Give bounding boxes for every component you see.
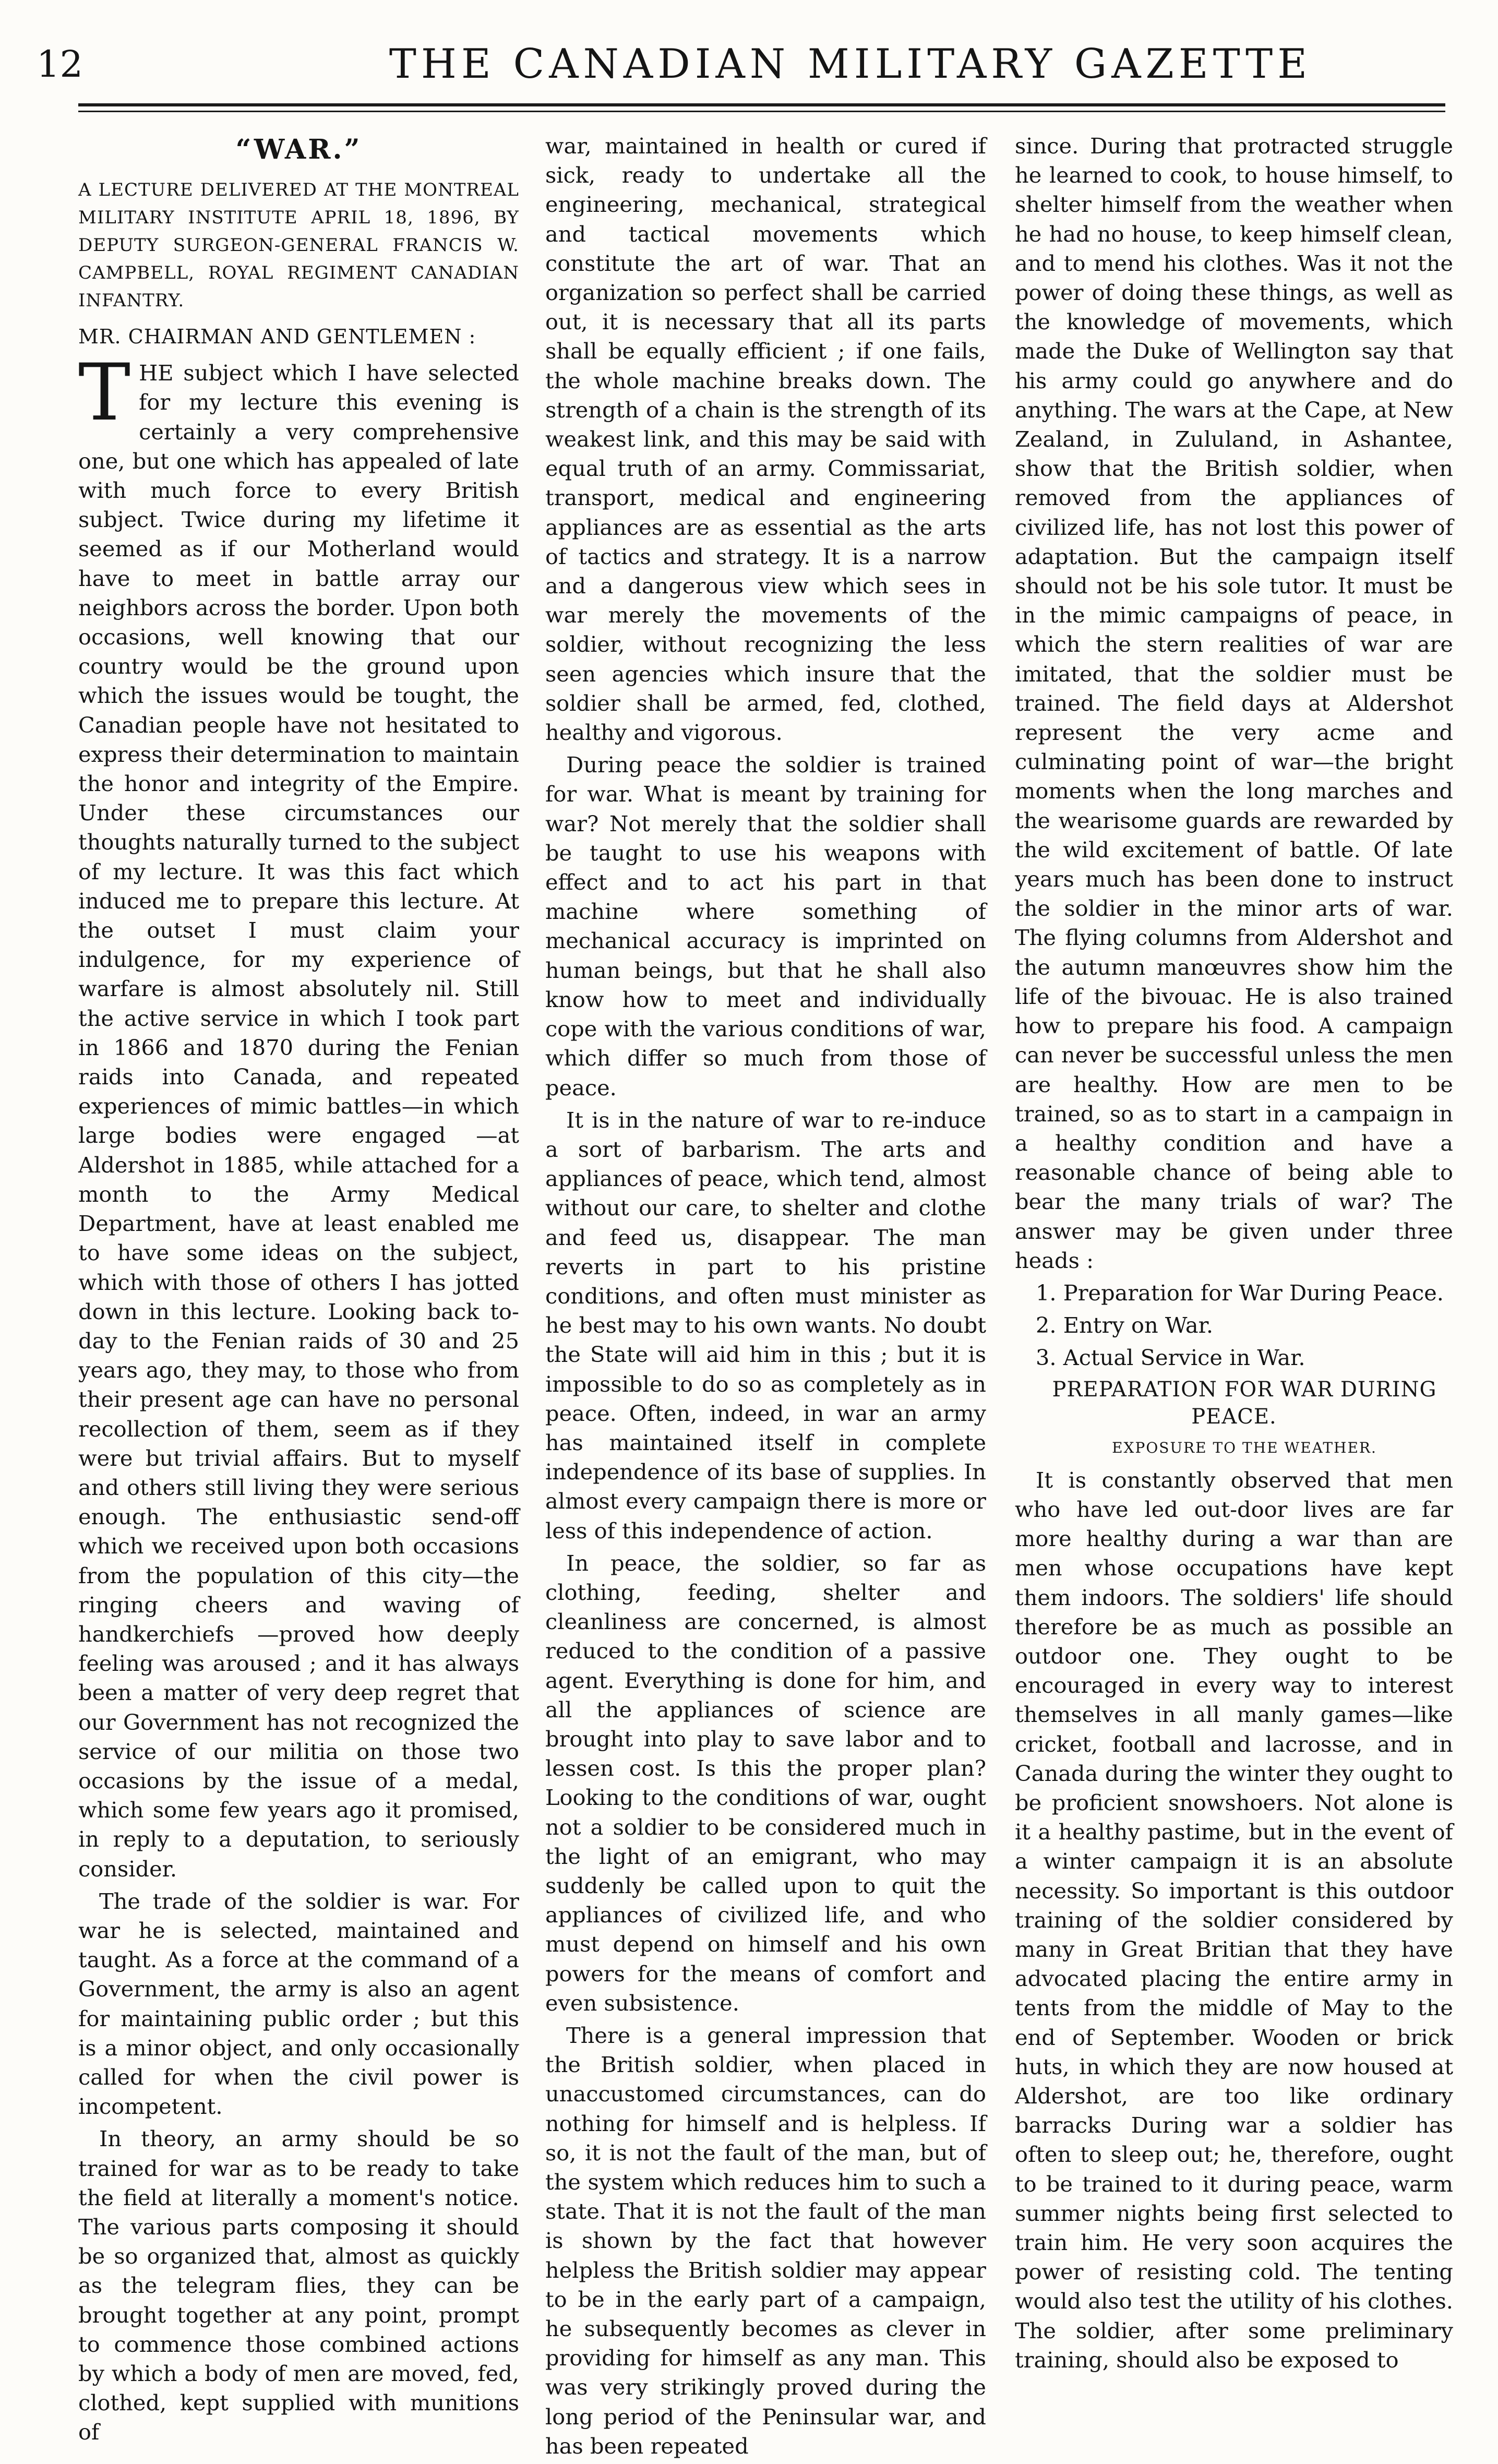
masthead [37,37,1466,104]
drop-cap: T [78,348,131,439]
column-3 [1015,131,1453,2378]
list-item: 1. Preparation for War During Peace. [1036,1279,1444,1306]
paragraph [78,348,519,1884]
paragraph: In theory, an army should be so trained for war as to be ready to take the field at literally a moment's notice. The various parts composing it should be so organized that, almost as quickly as the telegram flies, they can be brought together at any point, prompt to commence those combined actions by which a body of men are moved, fed, clothed, kept supplied with munitions of [78,2126,519,2445]
paragraph: war, maintained in health or cured if sick, ready to undertake all the engineering, mechanical, strategical and tactical movements which constitute the art of war. That an organization so perfect shall be carried out, it is necessary that all its parts shall be equally efficient ; if one fails, the whole machine breaks down. The strength of a chain is the strength of its weakest link, and this may be said with equal truth of an army. Commissariat, transport, medical and engineering appliances are as essential as the arts of tactics and strategy. It is a narrow and a dangerous view which sees in war merely the movements of the soldier, without recognizing the less seen agencies which insure that the soldier shall be armed, fed, clothed, healthy and vigorous. [545,133,986,746]
paragraph: since. During that protracted struggle he learned to cook, to house himself, to shelter himself from the weather when he had no house, to keep himself clean, and to mend his clothes. Was it not the power of doing these things, as well as the knowledge of movements, which made the Duke of Wellington say that his army could go anywhere and do anything. The wars at the Cape, at New Zealand, in Zululand, in Ashantee, show that the British soldier, when removed from the appliances of civilized life, has not lost this power of adaptation. But the campaign itself should not be his sole tutor. It must be in the mimic campaigns of peace, in which the stern realities of war are imitated, that the soldier must be trained. The field days at Aldershot represent the very acme and culminating point of war—the bright moments when the long marches and the wearisome guards are rewarded by the wild excitement of battle. Of late years much has been done to instruct the soldier in the minor arts of war. The flying columns from Aldershot and the autumn manœuvres show him the life of the bivouac. He is also trained how to prepare his food. A campaign can never be successful unless the men are healthy. How are men to be trained, so as to start in a campaign in a healthy condition and have a reasonable chance of being able to bear the many trials of war? The answer may be given under three heads : [1015,133,1453,1273]
paragraph: It is constantly observed that men who have led out-door lives are far more healthy during a war than are men whose occupations have kept them indoors. The soldiers' life should therefore be as much as possible an outdoor one. They ought to be encouraged in every way to interest themselves in all manly games—like cricket, football and lacrosse, and in Canada during the winter they ought to be proficient snowshoers. Not alone is it a healthy pastime, but in the event of a winter campaign it is an absolute necessity. So important is this outdoor training of the soldier considered by many in Great Britian that they have advocated placing the entire army in tents from the middle of May to the end of September. Wooden or brick huts, in which they are now housed at Aldershot, are too like ordinary barracks During war a soldier has often to sleep out; he, therefore, ought to be trained to it during peace, warm summer nights being first selected to train him. He very soon acquires the power of resisting cold. The tenting would also test the utility of his clothes. The soldier, after some preliminary training, should also be exposed to [1015,1467,1453,2373]
paragraph: It is in the nature of war to re-induce a sort of barbarism. The arts and appliances of peace, which tend, almost without our care, to shelter and clothe and feed us, disappear. The man reverts in part to his pristine conditions, and often must minister as he best may to his own wants. No doubt the State will aid him in this ; but it is impossible to do so as completely as in peace. Often, indeed, in war an army has maintained itself in complete independence of its base of supplies. In almost every campaign there is more or less of this independence of action. [545,1107,986,1544]
article-subtitle: A LECTURE DELIVERED AT THE MONTREAL MILITARY INSTITUTE APRIL 18, 1896, BY DEPUTY SURGEON-GENERAL FRANCIS W. CAMPBELL, ROYAL REGIMENT CANADIAN INFANTRY. [78,180,519,311]
salutation: MR. CHAIRMAN AND GENTLEMEN : [78,325,476,348]
paragraph: There is a general impression that the British soldier, when placed in unaccustomed circumstances, can do nothing for himself and is helpless. If so, it is not the fault of the man, but of the system which reduces him to such a state. That it is not the fault of the man is shown by the fact that however helpless the British soldier may appear to be in the early part of a campaign, he subsequently becomes as clever in providing for himself as any man. This was very strikingly proved during the long period of the Peninsular war, and has been repeated [545,2023,986,2459]
column-2 [545,131,986,2464]
column-1 [78,131,519,2450]
paragraph: The trade of the soldier is war. For war he is selected, maintained and taught. As a force at the command of a Government, the army is also an agent for maintaining public order ; but this is a minor object, and only occasionally called for when the civil power is incompetent. [78,1888,519,2120]
header-rule-thin [78,111,1445,112]
list-item: 2. Entry on War. [1036,1312,1214,1338]
paragraph: In peace, the soldier, so far as clothing, feeding, shelter and cleanliness are concerned, is almost reduced to the condition of a passive agent. Everything is done for him, and all the appliances of science are brought into play to save labor and to lessen cost. Is this the proper plan? Looking to the conditions of war, ought not a soldier to be considered much in the light of an emigrant, who may suddenly be called upon to quit the appliances of civilized life, and who must depend on himself and his own powers for the means of comfort and even subsistence. [545,1550,986,2016]
article-title: “WAR.” [235,134,362,165]
paragraph: During peace the soldier is trained for war. What is meant by training for war? Not merely that the soldier shall be taught to use his weapons with effect and to act his part in that machine where something of mechanical accuracy is imprinted on human beings, but that he shall also know how to meet and individually cope with the various conditions of war, which differ so much from those of peace. [545,752,986,1101]
subsection-heading: EXPOSURE TO THE WEATHER. [1112,1439,1377,1456]
page-number: 12 [37,43,83,86]
publication-title: THE CANADIAN MILITARY GAZETTE [389,41,1312,88]
list-item: 3. Actual Service in War. [1036,1345,1305,1371]
paragraph-text: HE subject which I have selected for my lecture this evening is certainly a very comprehensive one, but one which has appealed of late with much force to every British subject. Twice during my lifetime it seemed as if our Motherland would have to meet in battle array our neighbors across the border. Upon both occasions, well knowing that our country would be the ground upon which the issues would be tought, the Canadian people have not hesitated to express their determination to maintain the honor and integrity of the Empire. Under these circumstances our thoughts naturally turned to the subject of my lecture. It was this fact which induced me to prepare this lecture. At the outset I must claim your indulgence, for my experience of warfare is almost absolutely nil. Still the active service in which I took part in 1866 and 1870 during the Fenian raids into Canada, and repeated experiences of mimic battles—in which large bodies were engaged —at Aldershot in 1885, while attached for a month to the Army Medical Department, have at least enabled me to have some ideas on the subject, which with those of others I has jotted down in this lecture. Looking back to-day to the Fenian raids of 30 and 25 years ago, they may, to those who from their present age can have no personal recollection of them, seem as if they were but trivial affairs. But to myself and others still living they were serious enough. The enthusiastic send-off which we received upon both occasions from the population of this city—the ringing cheers and waving of handkerchiefs —proved how deeply feeling was aroused ; and it has always been a matter of very deep regret that our Government has not recognized the service of our militia on those two occasions by the issue of a medal, which some few years ago it promised, in reply to a deputation, to seriously consider. [78,360,519,1882]
section-heading: PREPARATION FOR WAR DURING PEACE. [1052,1377,1437,1429]
header-rule [78,103,1445,106]
